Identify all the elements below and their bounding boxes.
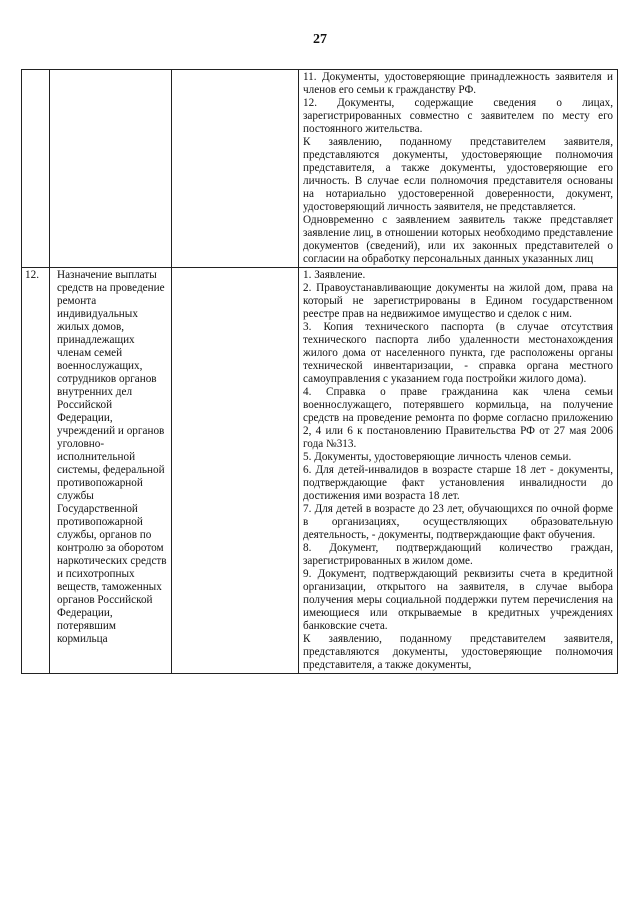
document-paragraph: 2. Правоустанавливающие документы на жилой дом, права на который не зарегистрированы в Едином государственном реестре прав на недвижимое имущество и сделок с ним. bbox=[303, 282, 613, 320]
row-number-cell bbox=[22, 70, 50, 268]
service-name-cell: Назначение выплаты средств на проведение ремонта индивидуальных жилых домов, принадлежащих членам семей военнослужащих, сотрудников органов внутренних дел Российской Федерации, учреждений и органов уголовно-исполнительной системы, федеральной противопожарной службы Государственной противопожарной службы, органов по контролю за оборотом наркотических средств и психотропных веществ, таможенных органов Российской Федерации, потерявшим кормильца bbox=[50, 268, 172, 674]
service-name-cell bbox=[50, 70, 172, 268]
document-paragraph: 1. Заявление. bbox=[303, 269, 366, 281]
required-documents-cell bbox=[299, 70, 618, 268]
row-number-cell: 12. bbox=[22, 268, 50, 674]
page-number: 27 bbox=[313, 32, 327, 47]
document-paragraph: 5. Документы, удостоверяющие личность членов семьи. bbox=[303, 451, 572, 463]
document-paragraph: 9. Документ, подтверждающий реквизиты счета в кредитной организации, открытого на заявителя, в случае выбора получения меры социальной поддержки путем перечисления на имеющиеся или открываемые в кредитных учреждениях банковские счета. bbox=[303, 568, 613, 632]
document-paragraph: 6. Для детей-инвалидов в возрасте старше 18 лет - документы, подтверждающие факт установления инвалидности до достижения ими возраста 18 лет. bbox=[303, 464, 613, 502]
table-row bbox=[22, 70, 618, 268]
document-paragraph: 3. Копия технического паспорта (в случае отсутствия технического паспорта либо удаленности местонахождения жилого дома от населенного пункта, где расположены органы технической инвентаризации, - справка органа местного самоуправления с указанием года постройки жилого дома). bbox=[303, 321, 613, 385]
document-paragraph: 7. Для детей в возрасте до 23 лет, обучающихся по очной форме в организациях, осуществляющих образовательную деятельность, - документы, подтверждающие факт обучения. bbox=[303, 503, 613, 541]
document-paragraph: К заявлению, поданному представителем заявителя, представляются документы, удостоверяющие полномочия представителя, а также документы, bbox=[303, 633, 613, 671]
document-paragraph: 4. Справка о праве гражданина как члена семьи военнослужащего, потерявшего кормильца, на получение средств на проведение ремонта по форме согласно приложению 2, 4 или 6 к постановлению Правительства РФ от 27 мая 2006 года №313. bbox=[303, 386, 613, 450]
document-paragraph: Одновременно с заявлением заявитель также представляет заявление лиц, в отношении которых необходимо представление документов (сведений), или их законных представителей о согласии на обработку персональных данных указанных лиц bbox=[303, 214, 613, 265]
documents-table bbox=[21, 69, 618, 674]
required-documents-cell bbox=[299, 268, 618, 674]
document-paragraph: 11. Документы, удостоверяющие принадлежность заявителя и членов его семьи к гражданству РФ. bbox=[303, 71, 613, 96]
document-paragraph: К заявлению, поданному представителем заявителя, представляются документы, удостоверяющие полномочия представителя, а также документы, удостоверяющие его личность. В случае если полномочия представителя основаны на нотариально удостоверенной доверенности, документ, удостоверяющий личность заявителя, не представляется. bbox=[303, 136, 613, 213]
empty-column-cell bbox=[172, 70, 299, 268]
empty-column-cell bbox=[172, 268, 299, 674]
document-paragraph: 8. Документ, подтверждающий количество граждан, зарегистрированных в жилом доме. bbox=[303, 542, 613, 567]
table-row bbox=[22, 268, 618, 674]
document-paragraph: 12. Документы, содержащие сведения о лицах, зарегистрированных совместно с заявителем по месту его постоянного жительства. bbox=[303, 97, 613, 135]
